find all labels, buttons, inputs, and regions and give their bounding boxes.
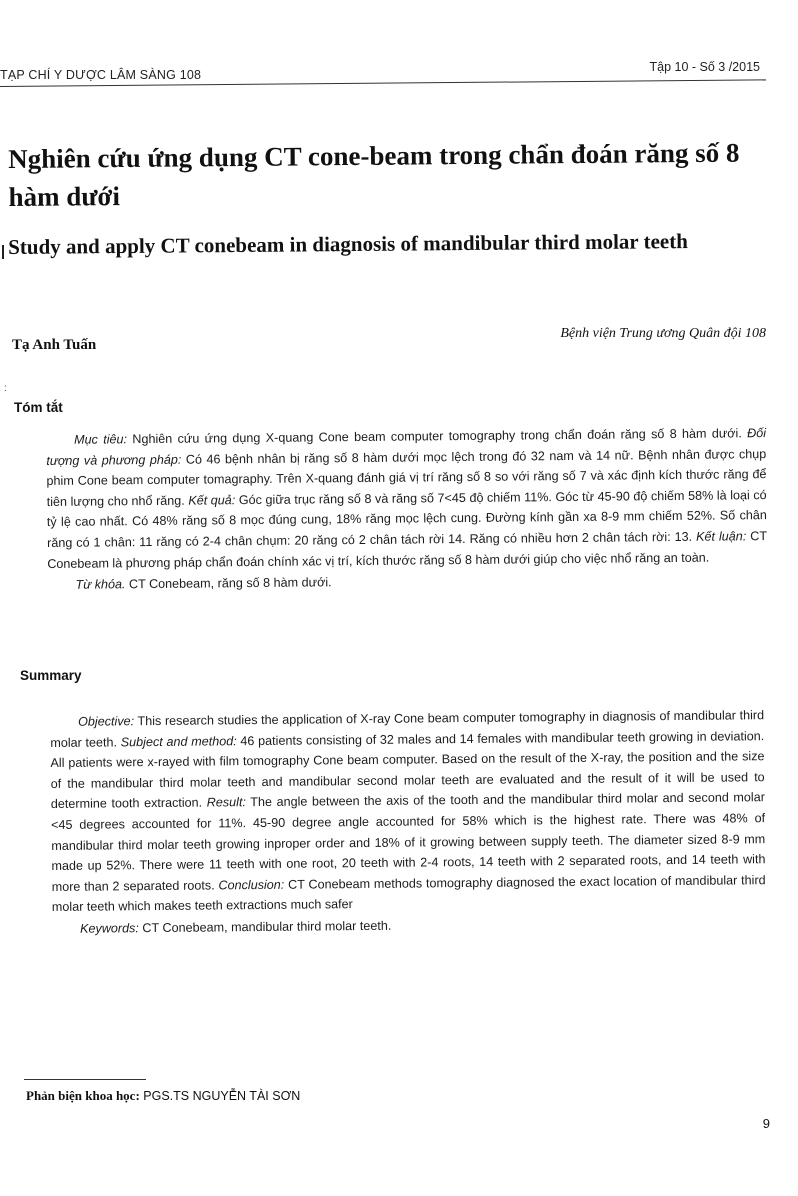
keywords-label: Keywords: [80, 921, 139, 936]
abstract-en-body [50, 705, 766, 918]
result-label: Result: [202, 795, 246, 810]
issue-label: Tập 10 - Số 3 /2015 [649, 60, 760, 74]
author-name: Tạ Anh Tuấn [12, 337, 97, 353]
conclusion-text: CT Conebeam methods tomography diagnosed the exact location of mandibular third molar teeth which makes teeth extractions much safer [51, 872, 766, 915]
keywords-text: CT Conebeam, mandibular third molar teeth. [138, 918, 392, 936]
conclusion-text: CT Conebeam là phương pháp chẩn đoán chính xác vị trí, kích thước răng số 8 hàm dưới giúp cho việc nhổ răng an toàn. [47, 529, 768, 571]
journal-running-head: TẠP CHÍ Y DƯỢC LÂM SÀNG 108 [0, 68, 202, 82]
conclusion-label: Kết luận: [692, 529, 747, 544]
abstract-vi-heading: Tóm tắt [14, 400, 63, 415]
objective-label: Mục tiêu: [74, 432, 128, 447]
method-label: Đối tượng và phương pháp: [46, 426, 767, 468]
title-vietnamese: Nghiên cứu ứng dụng CT cone-beam trong chẩn đoán răng số 8 hàm dưới [8, 137, 740, 212]
abstract-vi-body [46, 423, 767, 574]
author-affiliation: Bệnh viện Trung ương Quân đội 108 [560, 326, 766, 341]
page-number: 9 [762, 1116, 770, 1131]
title-english: Study and apply CT conebeam in diagnosis of mandibular third molar teeth [8, 229, 688, 259]
footnote-rule [24, 1079, 146, 1080]
objective-text: This research studies the application of X-ray Cone beam computer tomography in diagnosis of mandibular third molar teeth. [50, 708, 765, 750]
reviewer-footnote [26, 1088, 300, 1104]
abstract-english [50, 705, 766, 939]
keywords-text: CT Conebeam, răng số 8 hàm dưới. [125, 575, 332, 592]
result-label: Kết quả: [184, 492, 236, 508]
reviewer-name: PGS.TS NGUYỄN TÀI SƠN [139, 1089, 301, 1103]
reviewer-label: Phản biện khoa học: [26, 1088, 140, 1103]
result-text: Góc giữa trục răng số 8 và răng số 7<45 độ chiếm 11%. Góc từ 45-90 độ chiếm 58% là loại có tỷ lệ cao nhất. Có 48% răng số 8 mọc đúng cung, 18% răng mọc lệch cung. Đường kính gần xa 8-9 mm chiếm 52%. Số chân răng có 1 chân: 11 răng có 2-4 chân chụm: 20 răng có 2 chân tách rời 14. Răng có nhiều hơn 2 chân tách rời: 13. [46, 487, 767, 550]
margin-mark [2, 245, 4, 259]
conclusion-label: Conclusion: [214, 877, 285, 893]
method-text: 46 patients consisting of 32 males and 14 females with mandibular teeth growing in deviation. All patients were x-rayed with film tomography Cone beam computer. Based on the result of the X-ray, the position and the size of the mandibular third molar teeth and mandibular second molar teeth are evaluated and the result of it will be used to determine tooth extraction. [50, 728, 765, 812]
method-label: Subject and method: [116, 733, 237, 749]
objective-text: Nghiên cứu ứng dụng X-quang Cone beam computer tomography trong chẩn đoán răng số 8 hàm dưới. [126, 426, 742, 447]
abstract-en-heading: Summary [20, 668, 82, 683]
abstract-vietnamese [46, 423, 768, 596]
result-text: The angle between the axis of the tooth and the mandibular third molar and second molar <45 degrees accounted for 11%. 45-90 degree angle accounted for 58% which is the highest rate. There was 48% of mandibular third molar teeth growing inproper order and 18% of it growing between supply teeth. The diameter sized 8-9 mm made up 52%. There were 11 teeth with one root, 20 teeth with 2-4 roots, 14 teeth with 2 separated roots, and 14 teeth with more than 2 separated roots. [51, 790, 766, 894]
method-text: Có 46 bệnh nhân bị răng số 8 hàm dưới mọc lệch trong đó 32 nam và 14 nữ. Bệnh nhân được chụp phim Cone beam computer tomagraphy. Trên X-quang đánh giá vị trí răng số 8 so với răng số 7 và xác định kích thước răng để tiên lượng cho nhổ răng. [46, 446, 767, 509]
keywords-label: Từ khóa. [75, 577, 126, 592]
objective-label: Objective: [78, 714, 135, 729]
margin-dots: : [4, 383, 7, 394]
